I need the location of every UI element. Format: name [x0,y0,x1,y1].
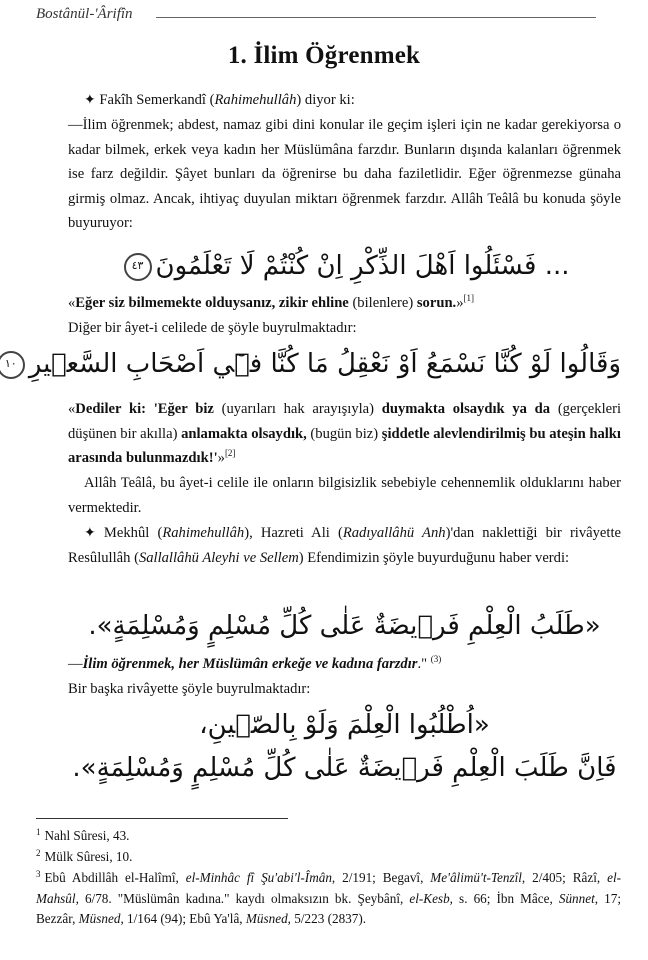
star-icon: ✦ [84,92,96,108]
body-paragraph-3: Allâh Teâlâ, bu âyet-i celile ile onların bilgisizlik sebebiyle cehennemlik olduklarını haber vermektedir. [68,475,621,516]
intro-paragraph: ✦ Fakîh Semerkandî (Rahimehullâh) diyor ki: [84,92,355,108]
running-title: Bostânül-'Ârifîn [36,6,139,23]
hadith-arabic-2: «اُطْلُبُوا الْعِلْمَ وَلَوْ بِالصّ۪ينِ، [199,710,490,740]
hadith-arabic-1: «طَلَبُ الْعِلْمِ فَر۪يضَةٌ عَلٰى كُلِّ مُسْلِمٍ وَمُسْلِمَةٍ». [88,611,601,641]
footnote-3: $^3$ Ebû Abdillâh el-Halîmî, el-Minhâc fî Şu'abi'l-Îmân, 2/191; Begavî, Me'âlimü't-Tenzîl, 2/405; Râzî, el-Mahsûl, 6/78. "Müslümân kadına." kaydı olmaksızın bk. Şeybânî, el-Kesb, s. 66; İbn Mâce, Sünnet, 17; Bezzâr, Müsned, 1/164 (94); Ebû Ya'lâ, Müsned, 5/223 (2837). [36,868,622,926]
footnote-2: $^2$ Mülk Sûresi, 10. [36,847,133,864]
star-icon: ✦ [84,525,96,541]
arabic-verse-2 [4,344,621,384]
footnote-divider [36,818,288,819]
verse-meal-1: «Eğer siz bilmemekte olduysanız, zikir ehline (bilenlere) sorun.»[1] [68,293,475,311]
ayah-number-badge: ٤٣ [124,253,152,281]
chapter-title: 1. İlim Öğrenmek [227,42,421,69]
body-paragraph-5: Bir başka rivâyette şöyle buyrulmaktadır: [68,681,311,697]
body-paragraph-1: —İlim öğrenmek; abdest, namaz gibi dini konular ile geçim işleri için ne kadar gerekiyorsa o kadar bilmek, erkek veya kadın her Müslümâna farzdır. Bunların dışında kalanları öğrenmek ise farz değildir. Şâyet bunları da öğrenirse bu daha faziletlidir. Eğer öğrenmezse günaha girmiş olmaz. Ancak, ihtiyaç duyulan miktarı öğrenmek farzdır. Allâh Teâlâ bu konuda şöyle buyuruyor: [68,117,621,232]
arabic-verse-1-text: ... فَسْئَلُوا اَهْلَ الذِّكْرِ اِنْ كُنْتُمْ لَا تَعْلَمُونَ [155,251,570,281]
verse-meal-2: «Dediler ki: 'Eğer biz (uyarıları hak arayışıyla) duymakta olsaydık ya da (gerçekleri düşünen bir akılla) anlamakta olsaydık, (bugün biz) şiddetle alevlendirilmiş bu ateşin halkı arasında bulunmazdık!'»[2] [68,401,622,467]
footnote-ref-3[interactable]: (3) [430,654,442,665]
arabic-verse-1 [68,246,621,286]
body-paragraph-2: Diğer bir âyet-i celilede de şöyle buyrulmaktadır: [68,320,357,336]
ayah-number-badge: ١٠ [0,351,25,379]
running-header [36,6,596,28]
arabic-verse-2-text: وَقَالُوا لَوْ كُنَّا نَسْمَعُ اَوْ نَعْقِلُ مَا كُنَّا ف۪ٓي اَصْحَابِ السَّع۪يرِ [28,349,621,379]
footnote-ref-2[interactable]: [2] [224,448,236,459]
body-paragraph-4: ✦ Mekhûl (Rahimehullâh), Hazreti Ali (Radıyallâhü Anh)'dan naklettiği bir rivâyette Resûlullâh (Sallallâhü Aleyhi ve Sellem) Efendimizin şöyle buyurduğunu haber verdi: [68,525,621,566]
header-rule [156,17,596,18]
footnote-1: $^1$ Nahl Sûresi, 43. [36,826,130,843]
hadith-arabic-3: فَاِنَّ طَلَبَ الْعِلْمِ فَر۪يضَةٌ عَلٰى كُلِّ مُسْلِمٍ وَمُسْلِمَةٍ». [72,753,617,783]
hadith-meal: —İlim öğrenmek, her Müslümân erkeğe ve kadına farzdır." $^{(3)}$ [68,654,442,672]
footnote-ref-1[interactable]: [1] [463,293,475,304]
